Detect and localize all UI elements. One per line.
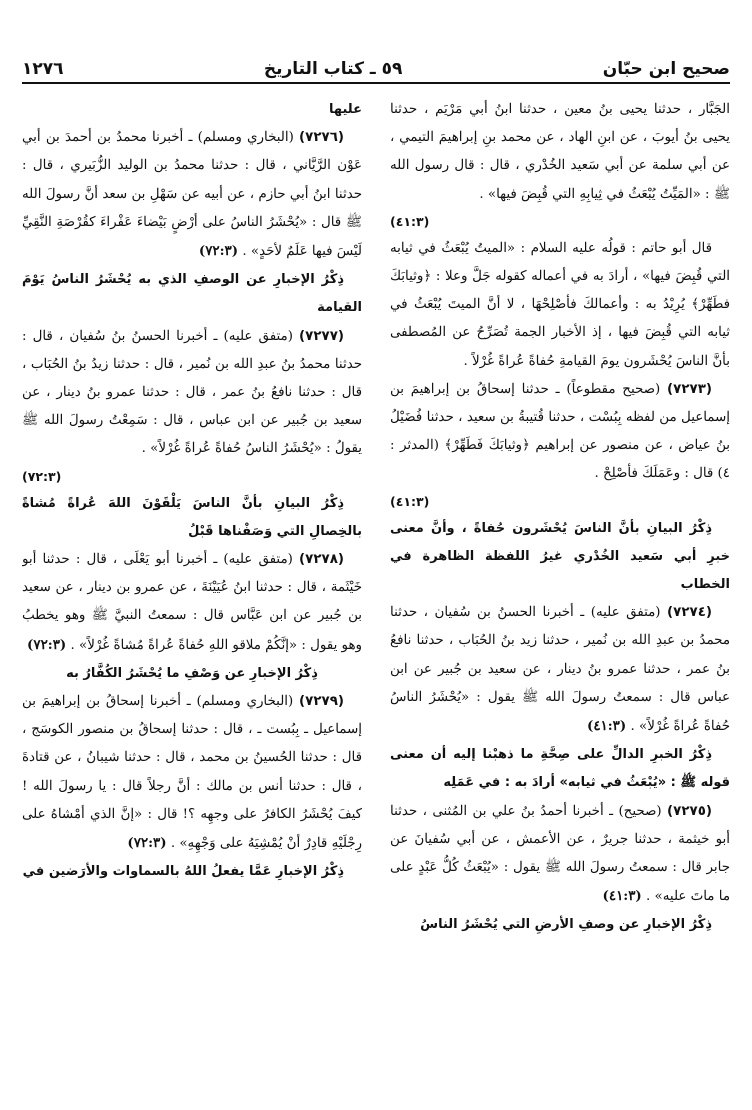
hadith-7273 — [390, 376, 730, 489]
hadith-number: (٧٢٧٣) — [667, 381, 712, 397]
reference: (٤١:٣) — [602, 888, 642, 905]
paragraph: الجَبَّار ، حدثنا يحيى بنُ معين ، حدثنا ابنُ أبي مَرْيَم ، حدثنا يحيى بنُ أيوبَ ، عن ابنِ الهاد ، عن محمد بنِ إبراهيمَ التيمي ، عن أبي سلمة عن أبي سَعيد الخُدْري ، قال : قال رسول الله ﷺ : «المَيِّتُ يُبْعَثُ في ثِيابِهِ التي قُبِضَ فيها» . — [390, 102, 730, 202]
paragraph: قال أبو حاتم : قولُه عليه السلام : «الميتُ يُبْعَثُ في ثيابه التي قُبِضَ فيها» ، أرادَ به في أعماله كقوله جَلَّ وعلا : ﴿وثيابَكَ فطَهِّرْ﴾ يُرِيْدُ به : وأعمالكَ فأصْلِحْهَا ، لا أنَّ الميتَ يُبْعَثُ في ثيابه التي قُبِضَ فيها ، إذ الأخبار الجمة تُصَرِّحُ عن المُصطفى بأنَّ الناسَ يُحْشَرون يومَ القيامةِ حُفاةً عُراةً غُرْلاً . — [390, 240, 730, 369]
section-heading: ذِكْرُ الإخبارِ عن الوصفِ الذي به يُحْشَرُ الناسُ يَوْمَ القيامة — [22, 272, 362, 316]
reference: (٤١:٣) — [587, 718, 627, 735]
section-heading: ذِكْرُ البيانِ بأنَّ الناسَ يَلْقَوْنَ اللهَ عُراةً مُشاةً بالخِصالِ التي وَصَفْناها قَبْلُ — [22, 495, 362, 539]
hadith-text: (صحيح) ـ أخبرنا أحمدُ بنُ علي بن المُثنى ، حدثنا أبو خيثمة ، حدثنا جريرٌ ، عن الأعمش ، عن أبي سُفيانَ عن جابر قال : سمعتُ رسولَ الله ﷺ يقول : «يُبْعَثُ كُلُّ عَبْدٍ على ما ماتَ عليه» . — [390, 803, 730, 905]
hadith-text: (متفق عليه) ـ أخبرنا أبو يَعْلَى ، قال : حدثنا أبو خَيْثَمة ، قال : حدثنا ابنُ عُيَيْنَةَ ، عن عمرو بن دينار ، عن سعيد بن جُبير عن ابن عَبَّاس قال : سمعتُ النبيَّ ﷺ وهو يخطبُ وهو يقول : «إنَّكُمْ ملاقو اللهِ حُفاةً عُراةً مُشاةً غُرْلاً» . — [22, 552, 362, 653]
hadith-number: (٧٢٧٤) — [667, 605, 712, 621]
reference: (٧٢:٣) — [22, 468, 62, 484]
section-heading: ذِكْرُ الخبرِ الدالِّ على صِحَّةِ ما ذهبْنا إليه أن معنى قوله ﷺ : «يُبْعَثُ في ثيابه» أرادَ به : في عَمَلِه — [390, 747, 730, 791]
hadith-number: (٧٢٧٦) — [299, 130, 344, 146]
book-title: صحيح ابن حبّان — [602, 59, 730, 79]
hadith-7277 — [22, 323, 362, 464]
hadith-text: (البخاري ومسلم) ـ أخبرنا إسحاقُ بن إبراهيمَ بن إسماعيل ـ بِبُست ـ ، قال : حدثنا إسحاقُ بن منصور الكوسَج ، قال : حدثنا الحُسينُ بن محمد ، قال : حدثنا شيبانُ ، عن قتادةَ ، قال : حدثنا أنس بن مالك : أنَّ رجلاً قال : يا رسولَ الله ! كيفَ يُحْشَرُ الكافرُ على وجهِه ؟! قال : «إنَّ الذي أمْشاهُ على رِجْلَيْهِ قادِرٌ أنْ يُمْشِيَهُ على وَجْهِهِ» . — [22, 694, 362, 852]
hadith-7275 — [390, 798, 730, 912]
section-heading: ذِكْرُ البيانِ بأنَّ الناسَ يُحْشَرون حُفاةً ، وأنَّ معنى خبرِ أبي سَعيد الخُدْري غيرُ اللفظة الظاهرة في الخطاب — [390, 520, 730, 593]
hadith-text: (البخاري ومسلم) ـ أخبرنا محمدُ بن أحمدَ بن أبي عَوْن الرَّيَّاني ، قال : حدثنا محمدُ بن الوليد الزُّبَيري ، قال : حدثنا ابنُ أبي حازم ، عن أبيه عن سَهْلِ بن سعد أنَّ رسولَ الله ﷺ قال : «يُحْشَرُ الناسُ على أرْضٍ بَيْضاءَ عَفْراءَ كقُرْصَةِ النَّقِيِّ لَيْسَ فيها عَلَمٌ لأحَدٍ» . — [22, 130, 362, 260]
reference: (٧٢:٣) — [27, 636, 67, 653]
hadith-text: (متفق عليه) ـ أخبرنا الحسنُ بنُ سُفيان ، قال : حدثنا محمدُ بنُ عبدِ الله بن نُمير ، قال : حدثنا زيدُ بنُ الحُبَاب ، قال : حدثنا نافعُ بنُ عمر ، قال : حدثنا عمرو بنُ دينار ، عن سعيد بن جُبير عن ابن عباس ، قال : سَمِعْتُ رسولَ الله ﷺ يقولُ : «يُحْشَرُ الناسُ حُفاةً عُراةً غُرْلاً» . — [22, 328, 362, 457]
reference: (٤١:٣) — [390, 213, 430, 229]
running-header — [22, 52, 730, 84]
hadith-text: (صحيح مقطوعاً) ـ حدثنا إسحاقُ بن إبراهيمَ بن إسماعيل من لفظه بِبُسْت ، حدثنا قُتيبةُ بن سعيد ، حدثنا فُضَيْلُ بنُ عياض ، عن منصور عن إبراهيم ﴿وثيابَكَ فَطَهِّرْ﴾ (المدثر : ٤) قال : وعَمَلَكَ فأصْلِحْ . — [390, 381, 730, 482]
left-column — [22, 96, 362, 1096]
reference: (٧٢:٣) — [127, 835, 167, 852]
hadith-number: (٧٢٧٨) — [299, 552, 344, 568]
section-heading: ذِكْرُ الإخبارِ عن وصفِ الأرضِ التي يُحْشَرُ الناسُ — [420, 917, 712, 933]
hadith-7274 — [390, 599, 730, 741]
section-heading: ذِكْرُ الإخبارِ عن وَصْفِ ما يُحْشَرُ الكُفَّارُ به — [66, 665, 318, 681]
reference: (٤١:٣) — [390, 493, 430, 509]
hadith-number: (٧٢٧٥) — [667, 803, 712, 819]
reference: (٧٢:٣) — [198, 243, 239, 260]
right-column — [390, 96, 730, 1096]
heading-continuation: عليها — [329, 102, 362, 117]
hadith-text: (متفق عليه) ـ أخبرنا الحسنُ بن سُفيان ، حدثنا محمدُ بن عبدِ الله بن نُمير ، حدثنا زيد بنُ الحُبَاب ، حدثنا نافعُ بنُ عمر ، حدثنا عمرو بنُ دينار ، عن سعيد بن جُبير عن ابن عباس قال : سمعتُ رسولَ الله ﷺ يقول : «يُحْشَرُ الناسُ حُفاةً عُراةً غُرْلاً» . — [390, 605, 730, 735]
hadith-number: (٧٢٧٧) — [299, 328, 344, 344]
section-heading: ذِكْرُ الإخبارِ عَمَّا يفعلُ اللهُ بالسماوات والأرَضين في — [22, 864, 344, 880]
chapter-title: ٥٩ ـ كتاب التاريخ — [263, 59, 403, 79]
hadith-7276 — [22, 124, 362, 266]
page-number: ١٢٧٦ — [22, 59, 64, 79]
hadith-7279 — [22, 688, 362, 858]
hadith-7278 — [22, 546, 362, 660]
hadith-number: (٧٢٧٩) — [299, 694, 344, 710]
